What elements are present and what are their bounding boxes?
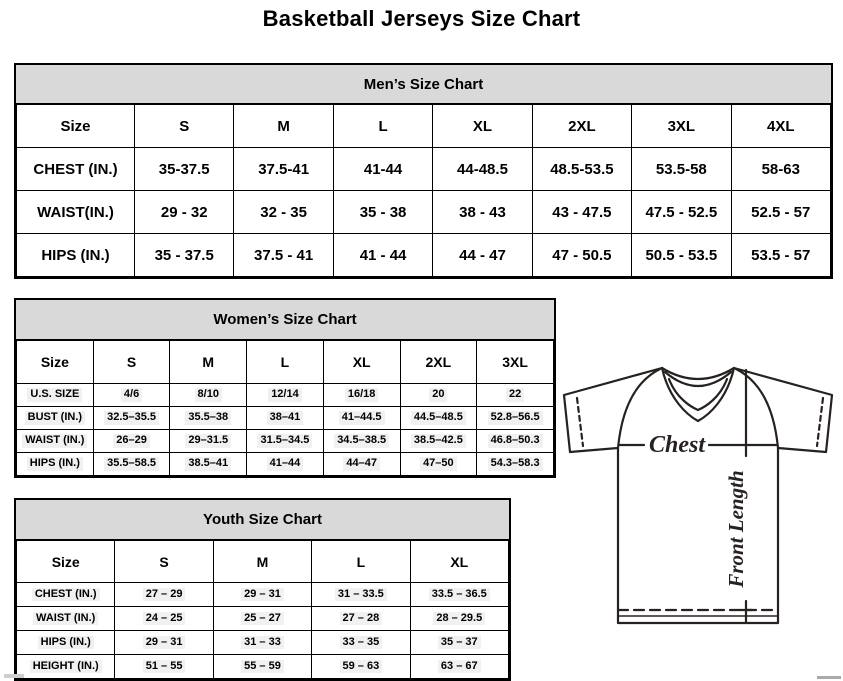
shaded-text: 41–44.5 [339, 411, 385, 425]
cell-value [213, 631, 311, 655]
shaded-text: 44–47 [343, 457, 380, 471]
cell-value: 48.5-53.5 [532, 148, 631, 191]
cell-value: 47 - 50.5 [532, 234, 631, 277]
shaded-text: 46.8–50.3 [488, 434, 543, 448]
column-header: S [93, 341, 170, 384]
shaded-text: 8/10 [195, 388, 222, 402]
row-label [17, 430, 94, 453]
column-header: S [115, 541, 213, 583]
cell-value [93, 407, 170, 430]
shaded-text: 35.5–38 [185, 411, 231, 425]
cell-value [323, 453, 400, 476]
shaded-text: 59 – 63 [340, 660, 383, 674]
womens-table-grid [16, 340, 554, 476]
cell-value: 44 - 47 [433, 234, 532, 277]
shaded-text: 34.5–38.5 [334, 434, 389, 448]
cell-value [170, 384, 247, 407]
cell-value [247, 430, 324, 453]
jersey-outline [564, 368, 832, 623]
shaded-text: 35.5–58.5 [104, 457, 159, 471]
corner-header: Size [17, 105, 135, 148]
shaded-text: HEIGHT (IN.) [30, 660, 102, 674]
shaded-text: 51 – 55 [143, 660, 186, 674]
shaded-text: BUST (IN.) [25, 411, 85, 425]
jersey-measurement-diagram [556, 355, 843, 645]
cell-value: 35-37.5 [135, 148, 234, 191]
cell-value: 38 - 43 [433, 191, 532, 234]
cell-value [312, 607, 410, 631]
cell-value [477, 384, 554, 407]
womens-table-title: Women’s Size Chart [16, 300, 554, 340]
cell-value [323, 430, 400, 453]
cell-value [477, 430, 554, 453]
cell-value [312, 583, 410, 607]
shaded-text: 33 – 35 [340, 636, 383, 650]
cell-value: 53.5 - 57 [731, 234, 830, 277]
row-label [17, 631, 115, 655]
shaded-text: 44.5–48.5 [411, 411, 466, 425]
cell-value [213, 583, 311, 607]
row-label [17, 655, 115, 679]
shaded-text: 22 [506, 388, 524, 402]
cell-value [323, 384, 400, 407]
mens-size-table [14, 63, 833, 279]
column-header: M [234, 105, 333, 148]
cell-value [400, 430, 477, 453]
row-label [17, 407, 94, 430]
cell-value: 47.5 - 52.5 [632, 191, 731, 234]
cell-value: 32 - 35 [234, 191, 333, 234]
cell-value: 37.5 - 41 [234, 234, 333, 277]
column-header: 3XL [632, 105, 731, 148]
shaded-text: 27 – 28 [340, 612, 383, 626]
shaded-text: 35 – 37 [438, 636, 481, 650]
shaded-text: HIPS (IN.) [27, 457, 83, 471]
shaded-text: 38.5–42.5 [411, 434, 466, 448]
row-label [17, 607, 115, 631]
shaded-text: 28 – 29.5 [433, 612, 485, 626]
jersey-collar-v-inner [669, 379, 727, 410]
shaded-text: 12/14 [268, 388, 302, 402]
cell-value: 44-48.5 [433, 148, 532, 191]
shaded-text: 29 – 31 [241, 588, 284, 602]
row-label [17, 453, 94, 476]
column-header: 2XL [400, 341, 477, 384]
shaded-text: WAIST (IN.) [33, 612, 98, 626]
shaded-text: 54.3–58.3 [488, 457, 543, 471]
column-header: XL [410, 541, 508, 583]
cell-value: 43 - 47.5 [532, 191, 631, 234]
cell-value [410, 583, 508, 607]
shaded-text: U.S. SIZE [27, 388, 82, 402]
cell-value: 41 - 44 [333, 234, 432, 277]
cell-value: 35 - 37.5 [135, 234, 234, 277]
cell-value [170, 453, 247, 476]
cell-value [400, 384, 477, 407]
column-header: XL [323, 341, 400, 384]
column-header: 4XL [731, 105, 830, 148]
shaded-text: 31 – 33 [241, 636, 284, 650]
shaded-text: 27 – 29 [143, 588, 186, 602]
shaded-text: 24 – 25 [143, 612, 186, 626]
row-label: HIPS (IN.) [17, 234, 135, 277]
jersey-left-cuff-dashes [577, 398, 583, 446]
cell-value: 50.5 - 53.5 [632, 234, 731, 277]
shaded-text: WAIST (IN.) [22, 434, 87, 448]
cell-value [93, 384, 170, 407]
shaded-text: 47–50 [420, 457, 457, 471]
column-header: M [213, 541, 311, 583]
cell-value: 29 - 32 [135, 191, 234, 234]
column-header: 2XL [532, 105, 631, 148]
cell-value [477, 407, 554, 430]
cell-value [247, 407, 324, 430]
cell-value [170, 407, 247, 430]
cell-value: 58-63 [731, 148, 830, 191]
size-table-grid [16, 540, 509, 679]
shaded-text: 55 – 59 [241, 660, 284, 674]
cell-value [115, 631, 213, 655]
shaded-text: 38–41 [267, 411, 304, 425]
cell-value [115, 607, 213, 631]
shaded-text: 41–44 [267, 457, 304, 471]
column-header: L [333, 105, 432, 148]
corner-header: Size [17, 341, 94, 384]
column-header: XL [433, 105, 532, 148]
size-table-grid [16, 340, 554, 476]
front-length-label: Front Length [724, 470, 748, 588]
youth-table-title: Youth Size Chart [16, 500, 509, 540]
jersey-right-cuff-dashes [817, 398, 823, 446]
column-header: L [247, 341, 324, 384]
corner-header: Size [17, 541, 115, 583]
cell-value [115, 655, 213, 679]
jersey-collar-v-outer [662, 368, 734, 421]
shaded-text: 63 – 67 [438, 660, 481, 674]
cell-value: 52.5 - 57 [731, 191, 830, 234]
selection-handle-left[interactable] [4, 674, 24, 678]
shaded-text: HIPS (IN.) [38, 636, 94, 650]
cell-value [93, 453, 170, 476]
row-label [17, 384, 94, 407]
womens-size-table [14, 298, 556, 478]
column-header: M [170, 341, 247, 384]
shaded-text: 20 [429, 388, 447, 402]
youth-size-table [14, 498, 511, 681]
cell-value [170, 430, 247, 453]
shaded-text: 38.5–41 [185, 457, 231, 471]
mens-table-title: Men’s Size Chart [16, 65, 831, 104]
jersey-right-sleeve-seam [736, 369, 778, 448]
row-label [17, 583, 115, 607]
shaded-text: 16/18 [345, 388, 379, 402]
column-header: S [135, 105, 234, 148]
cell-value [410, 607, 508, 631]
cell-value: 53.5-58 [632, 148, 731, 191]
cell-value [410, 631, 508, 655]
shaded-text: CHEST (IN.) [32, 588, 100, 602]
row-label: CHEST (IN.) [17, 148, 135, 191]
cell-value [400, 453, 477, 476]
column-header: L [312, 541, 410, 583]
cell-value [213, 607, 311, 631]
cell-value [400, 407, 477, 430]
shaded-text: 31 – 33.5 [335, 588, 387, 602]
shaded-text: 31.5–34.5 [257, 434, 312, 448]
shaded-text: 4/6 [121, 388, 142, 402]
shaded-text: 52.8–56.5 [488, 411, 543, 425]
shaded-text: 25 – 27 [241, 612, 284, 626]
youth-table-grid [16, 540, 509, 679]
cell-value: 41-44 [333, 148, 432, 191]
shaded-text: 26–29 [113, 434, 150, 448]
cell-value [247, 384, 324, 407]
cell-value [247, 453, 324, 476]
column-header: 3XL [477, 341, 554, 384]
cell-value [323, 407, 400, 430]
cell-value [477, 453, 554, 476]
shaded-text: 33.5 – 36.5 [429, 588, 490, 602]
shaded-text: 32.5–35.5 [104, 411, 159, 425]
shaded-text: 29 – 31 [143, 636, 186, 650]
cell-value [115, 583, 213, 607]
cell-value: 35 - 38 [333, 191, 432, 234]
row-label: WAIST(IN.) [17, 191, 135, 234]
shaded-text: 29–31.5 [185, 434, 231, 448]
cell-value [213, 655, 311, 679]
cell-value: 37.5-41 [234, 148, 333, 191]
size-table-grid [16, 104, 831, 277]
mens-table-grid [16, 104, 831, 277]
page-title: Basketball Jerseys Size Chart [262, 6, 581, 31]
cell-value [410, 655, 508, 679]
chest-label: Chest [648, 432, 706, 458]
cell-value [312, 655, 410, 679]
cell-value [93, 430, 170, 453]
cell-value [312, 631, 410, 655]
